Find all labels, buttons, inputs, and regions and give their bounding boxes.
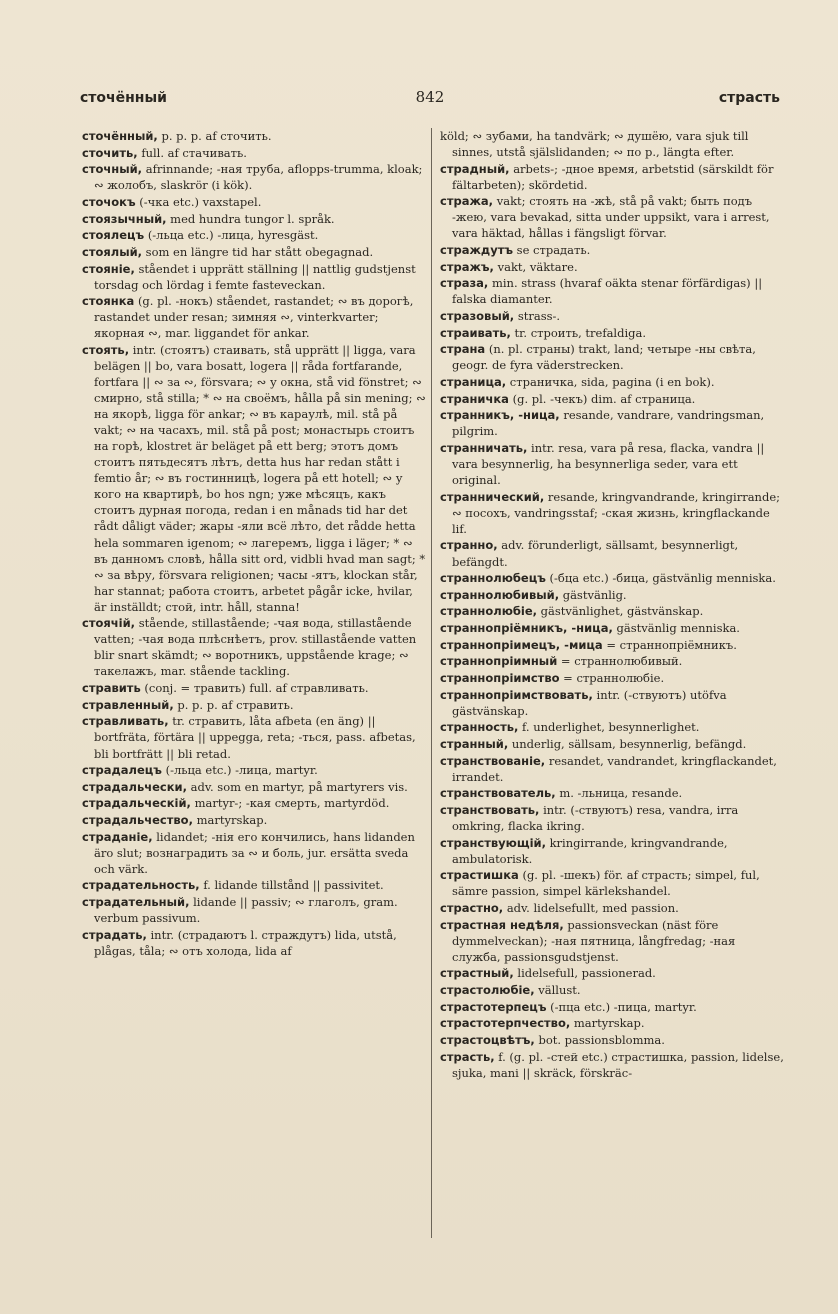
dictionary-entry	[82, 261, 426, 293]
dictionary-entry	[440, 999, 784, 1015]
entry-headword: страдальчески,	[82, 779, 187, 794]
entry-headword: страждутъ	[440, 243, 514, 258]
dictionary-entry	[82, 128, 426, 144]
dictionary-entry	[440, 637, 784, 653]
entry-headword: страна	[440, 342, 486, 357]
entry-headword: страстолюбіе,	[440, 983, 535, 998]
dictionary-entry	[440, 687, 784, 719]
entry-headword: страза,	[440, 276, 489, 291]
entry-definition: min. strass (hvaraf oäkta stenar förfärdigas) || falska diamanter.	[452, 276, 763, 307]
entry-definition: lidelsefull, passionerad.	[517, 966, 656, 981]
entry-headword: страница,	[440, 375, 507, 390]
dictionary-entry	[82, 697, 426, 713]
entry-headword: стравить	[82, 681, 141, 696]
entry-headword: страннолюбіе,	[440, 604, 538, 619]
dictionary-entry	[440, 275, 784, 307]
entry-headword: стоялецъ	[82, 228, 145, 243]
entry-definition: gästvänlig.	[562, 587, 627, 602]
entry-headword: страивать,	[440, 325, 511, 340]
entry-headword: страннопріимный	[440, 654, 558, 669]
entry-headword: стразовый,	[440, 309, 515, 324]
entry-headword: стоять,	[82, 342, 130, 357]
entry-definition: страничка, sida, pagina (i en bok).	[509, 375, 715, 390]
dictionary-entry	[440, 391, 784, 407]
entry-headword: страннопріёмникъ, -ница,	[440, 621, 613, 636]
entry-headword: страдальчество,	[82, 813, 193, 828]
entry-definition: (n. pl. страны) trakt, land; четыре -ны свѣта, geogr. de fyra väderstrecken.	[452, 342, 756, 373]
dictionary-entry	[82, 680, 426, 696]
dictionary-entry	[440, 489, 784, 537]
entry-definition: resandet, vandrandet, kringflackandet, irrandet.	[452, 753, 777, 784]
entry-definition: resande, vandrare, vandringsman, pilgrim.	[452, 408, 765, 439]
dictionary-entry	[440, 867, 784, 899]
right-running-head: страсть	[718, 90, 780, 106]
entry-headword: стравливать,	[82, 714, 169, 729]
dictionary-entry	[440, 802, 784, 834]
dictionary-entry	[440, 965, 784, 981]
dictionary-entry	[440, 719, 784, 735]
dictionary-entry	[82, 894, 426, 926]
entry-headword: страничка	[440, 391, 509, 406]
entry-headword: страдальческій,	[82, 796, 191, 811]
entry-headword: страстный,	[440, 966, 514, 981]
dictionary-entry	[440, 1049, 784, 1081]
entry-headword: стражъ,	[440, 259, 494, 274]
entry-definition: (g. pl. -шекъ) för. af страсть; simpel, ful, sämre passion, simpel kärlekshandel.	[452, 868, 760, 899]
entry-definition: intr. (стоятъ) стаивать, stå upprätt || ligga, vara belägen || bo, vara bosatt, logera || råda fortfarande, fortfara || ∾ за ∾, försvara; ∾ у окна, stå vid fönstret; ∾ смирно, stå stilla; * ∾ на своёмъ, hålla på sin mening; ∾ на якорѣ, ligga för ankar; ∾ въ караулѣ, mil. stå på vakt; ∾ на часахъ, mil. stå på post; монастырь стоитъ на горѣ, klostret är beläget på ett berg; этотъ домъ стоитъ пятьдесятъ лѣтъ, detta hus har redan stått i femtio år; ∾ въ гостинницѣ, logera på ett hotell; ∾ у кого на квартирѣ, bo hos ngn; уже мѣсяцъ, какъ стоитъ дурная погода, redan i en månads tid har det rådt dåligt väder; жары -яли всё лѣто, det rådde hetta hela sommaren igenom; ∾ лагеремъ, ligga i läger; * ∾ въ данномъ словѣ, hålla sitt ord, vidbli hvad man sagt; * ∾ за вѣру, försvara religionen; часы -ятъ, klockan står, har stannat; работа стоитъ, arbetet pågår icke, hvilar, är inställdt; стой, intr. håll, stanna!	[94, 342, 426, 614]
dictionary-entry	[82, 293, 426, 341]
entry-headword: страннолюбивый,	[440, 587, 560, 602]
entry-headword: страннолюбецъ	[440, 571, 546, 586]
entry-definition: afrinnande; -ная труба, aflopps-trumma, kloak; ∾ жолобъ, slaskrör (i kök).	[94, 162, 423, 193]
entry-headword: страстоцвѣтъ,	[440, 1032, 535, 1047]
entry-definition: underlig, sällsam, besynnerlig, befängd.	[511, 736, 747, 751]
page-header	[80, 88, 780, 114]
entry-headword: страдалецъ	[82, 763, 162, 778]
entry-headword: страданіе,	[82, 829, 153, 844]
dictionary-entry	[440, 325, 784, 341]
dictionary-entry	[440, 341, 784, 373]
dictionary-entry	[440, 753, 784, 785]
entry-definition: gästvänlighet, gästvänskap.	[540, 604, 704, 619]
entry-headword: сточить,	[82, 145, 138, 160]
entry-definition: = страннопріёмникъ.	[606, 637, 737, 652]
entry-definition: resande, kringvandrande, kringirrande; ∾ посохъ, vandringsstaf; -ская жизнь, kringflackande lif.	[452, 489, 780, 536]
entry-headword: страстишка	[440, 868, 519, 883]
dictionary-entry	[82, 713, 426, 761]
entry-headword: странность,	[440, 720, 519, 735]
entry-definition: intr. (-ствуютъ) utöfva gästvänskap.	[452, 687, 727, 718]
entry-definition: (-чка etc.) vaxstapel.	[139, 194, 262, 209]
entry-definition: f. underlighet, besynnerlighet.	[522, 720, 700, 735]
entry-headword: страдный,	[440, 161, 510, 176]
entry-definition: vakt; стоять на -жѣ, stå på vakt; быть подъ -жею, vara bevakad, sitta under uppsikt, vara i arrest, vara häktad, hållas i fängsligt förvar.	[452, 194, 770, 241]
dictionary-entry	[440, 1015, 784, 1031]
dictionary-entry	[82, 829, 426, 877]
dictionary-entry	[440, 259, 784, 275]
dictionary-entry	[440, 407, 784, 439]
entry-headword: страстно,	[440, 901, 504, 916]
entry-definition: arbets-; -дное время, arbetstid (särskildt för fältarbeten); skördetid.	[452, 161, 774, 192]
entry-headword: стоянка	[82, 294, 135, 309]
entry-headword: страсть,	[440, 1049, 495, 1064]
dictionary-entry	[440, 900, 784, 916]
entry-definition: (-пца etc.) -пица, martyr.	[550, 999, 697, 1014]
dictionary-entry	[82, 812, 426, 828]
dictionary-entry	[440, 785, 784, 801]
dictionary-entry	[440, 537, 784, 569]
entry-headword: странствующій,	[440, 835, 546, 850]
entry-headword: страдательность,	[82, 878, 200, 893]
entry-definition: ståendet i upprätt ställning || nattlig gudstjenst torsdag och lördag i femte fasteveckan.	[94, 261, 416, 292]
entry-definition: (-льца etc.) -лица, martyr.	[165, 763, 318, 778]
column-divider	[431, 128, 432, 1238]
entry-headword: стоязычный,	[82, 211, 167, 226]
entry-definition: adv. som en martyr, på martyrers vis.	[190, 779, 408, 794]
entry-definition: intr. (-ствуютъ) resa, vandra, irra omkring, flacka ikring.	[452, 802, 739, 833]
dictionary-entry	[440, 670, 784, 686]
entry-definition: = страннолюбіе.	[563, 671, 665, 686]
page-number: 842	[415, 88, 445, 106]
entry-definition: gästvänlig menniska.	[616, 621, 740, 636]
dictionary-entry	[82, 762, 426, 778]
dictionary-entry	[82, 145, 426, 161]
left-running-head: сточённый	[80, 90, 167, 106]
entry-definition: adv. förunderligt, sällsamt, besynnerligt, befängdt.	[452, 538, 739, 569]
entry-definition: vakt, väktare.	[497, 259, 578, 274]
entry-headword: страстотерпецъ	[440, 999, 547, 1014]
entry-headword: стравленный,	[82, 697, 174, 712]
dictionary-entry	[440, 308, 784, 324]
dictionary-entry	[82, 927, 426, 959]
entry-headword: страдательный,	[82, 895, 190, 910]
dictionary-entry	[440, 570, 784, 586]
dictionary-entry	[440, 374, 784, 390]
entry-headword: странно,	[440, 538, 498, 553]
entry-headword: странный,	[440, 736, 509, 751]
entry-definition: martyrskap.	[196, 813, 268, 828]
dictionary-entry	[440, 161, 784, 193]
dictionary-entry	[440, 653, 784, 669]
right-column	[440, 128, 784, 1081]
entry-headword: сточный,	[82, 162, 143, 177]
entry-headword: странничать,	[440, 441, 528, 456]
entry-headword: страннопріимство	[440, 671, 560, 686]
dictionary-entry	[82, 244, 426, 260]
dictionary-entry	[82, 795, 426, 811]
entry-definition: strass-.	[517, 309, 561, 324]
dictionary-entry	[440, 982, 784, 998]
entry-headword: стоялый,	[82, 244, 143, 259]
dictionary-entry	[440, 193, 784, 241]
entry-definition: intr. resa, vara på resa, flacka, vandra || vara besynnerlig, ha besynnerliga seder, vara ett original.	[452, 441, 765, 488]
entry-headword: странникъ, -ница,	[440, 408, 560, 423]
entry-headword: стража,	[440, 194, 494, 209]
entry-headword: страстная недѣля,	[440, 917, 564, 932]
entry-definition: se страдать.	[516, 243, 591, 258]
dictionary-entry	[82, 194, 426, 210]
entry-headword: стоячій,	[82, 616, 136, 631]
entry-headword: страннопріимецъ, -мица	[440, 637, 603, 652]
dictionary-entry	[440, 620, 784, 636]
dictionary-entry	[82, 342, 426, 615]
left-column	[82, 128, 426, 959]
dictionary-entry	[82, 227, 426, 243]
dictionary-entry	[440, 128, 784, 160]
dictionary-entry	[82, 877, 426, 893]
entry-definition: som en längre tid har stått obegagnad.	[145, 244, 374, 259]
entry-definition: tr. строить, trefaldiga.	[514, 325, 647, 340]
entry-definition: intr. (страдаютъ l. страждутъ) lida, utstå, plågas, tåla; ∾ отъ холода, lida af	[94, 927, 397, 958]
entry-definition: bot. passionsblomma.	[538, 1032, 665, 1047]
entry-definition: (-бца etc.) -бица, gästvänlig menniska.	[549, 571, 776, 586]
entry-definition: vällust.	[538, 983, 581, 998]
entry-definition: (-льца etc.) -лица, hyresgäst.	[147, 228, 319, 243]
dictionary-entry	[82, 779, 426, 795]
dictionary-entry	[440, 603, 784, 619]
entry-definition: m. -льница, resande.	[559, 786, 683, 801]
dictionary-entry	[440, 736, 784, 752]
dictionary-entry	[440, 242, 784, 258]
entry-definition: full. af стачивать.	[141, 145, 247, 160]
entry-definition: med hundra tungor l. språk.	[170, 211, 335, 226]
entry-headword: страннопріимствовать,	[440, 687, 593, 702]
entry-definition: stående, stillastående; -чая вода, stillastående vatten; -чая вода плѣснѣетъ, prov. stillastående vatten blir snart skämdt; ∾ воротникъ, uppstående krage; ∾ такелажъ, mar. stående tackling.	[94, 616, 417, 679]
entry-headword: страстотерпчество,	[440, 1016, 571, 1031]
entry-definition: kringirrande, kringvandrande, ambulatorisk.	[452, 835, 728, 866]
entry-definition: köld; ∾ зубами, ha tandvärk; ∾ душёю, vara sjuk till sinnes, utstå själslidanden; ∾ по p., längta efter.	[440, 129, 749, 160]
dictionary-entry	[440, 835, 784, 867]
entry-definition: (g. pl. -чекъ) dim. af страница.	[512, 391, 696, 406]
entry-definition: p. p. p. af сточить.	[161, 129, 272, 143]
entry-definition: = страннолюбивый.	[560, 654, 683, 669]
entry-headword: сточённый,	[82, 129, 158, 143]
entry-headword: страдать,	[82, 927, 147, 942]
entry-definition: tr. стравить, låta afbeta (en äng) || bortfräta, förtära || uppegga, reta; -ться, pass. afbetas, bli bortfrätt || bli retad.	[94, 714, 416, 761]
entry-definition: f. lidande tillstånd || passivitet.	[203, 878, 384, 893]
entry-headword: стояніе,	[82, 261, 135, 276]
entry-definition: f. (g. pl. -стей etc.) страстишка, passion, lidelse, sjuka, mani || skräck, förskräc-	[452, 1049, 784, 1080]
dictionary-entry	[82, 211, 426, 227]
dictionary-entry	[440, 1032, 784, 1048]
entry-definition: martyr-; -кая смерть, martyrdöd.	[194, 796, 390, 811]
dictionary-entry	[440, 587, 784, 603]
entry-definition: (g. pl. -нокъ) ståendet, rastandet; ∾ въ дорогѣ, rastandet under resan; зимняя ∾, vinterkvarter; якорная ∾, mar. liggandet för ankar.	[94, 294, 414, 341]
entry-definition: p. p. p. af стравить.	[177, 697, 294, 712]
dictionary-entry	[440, 440, 784, 488]
entry-headword: страннический,	[440, 489, 545, 504]
entry-definition: adv. lidelsefullt, med passion.	[506, 901, 679, 916]
dictionary-entry	[82, 161, 426, 193]
entry-definition: lidande || passiv; ∾ глаголъ, gram. verbum passivum.	[94, 895, 398, 926]
entry-headword: странствовать,	[440, 802, 540, 817]
entry-headword: сточокъ	[82, 194, 136, 209]
entry-headword: странствованіе,	[440, 753, 546, 768]
entry-headword: странствователь,	[440, 786, 556, 801]
entry-definition: lidandet; -нія его кончились, hans lidanden äro slut; вознаградить за ∾ и боль, jur. ersätta sveda och värk.	[94, 829, 415, 876]
dictionary-entry	[440, 917, 784, 965]
entry-definition: passionsveckan (näst före dymmelveckan); -ная пятница, långfredag; -ная служба, passionsgudstjenst.	[452, 917, 736, 964]
dictionary-entry	[82, 615, 426, 679]
entry-definition: (conj. = травить) full. af стравливать.	[144, 681, 369, 696]
entry-definition: martyrskap.	[573, 1016, 645, 1031]
